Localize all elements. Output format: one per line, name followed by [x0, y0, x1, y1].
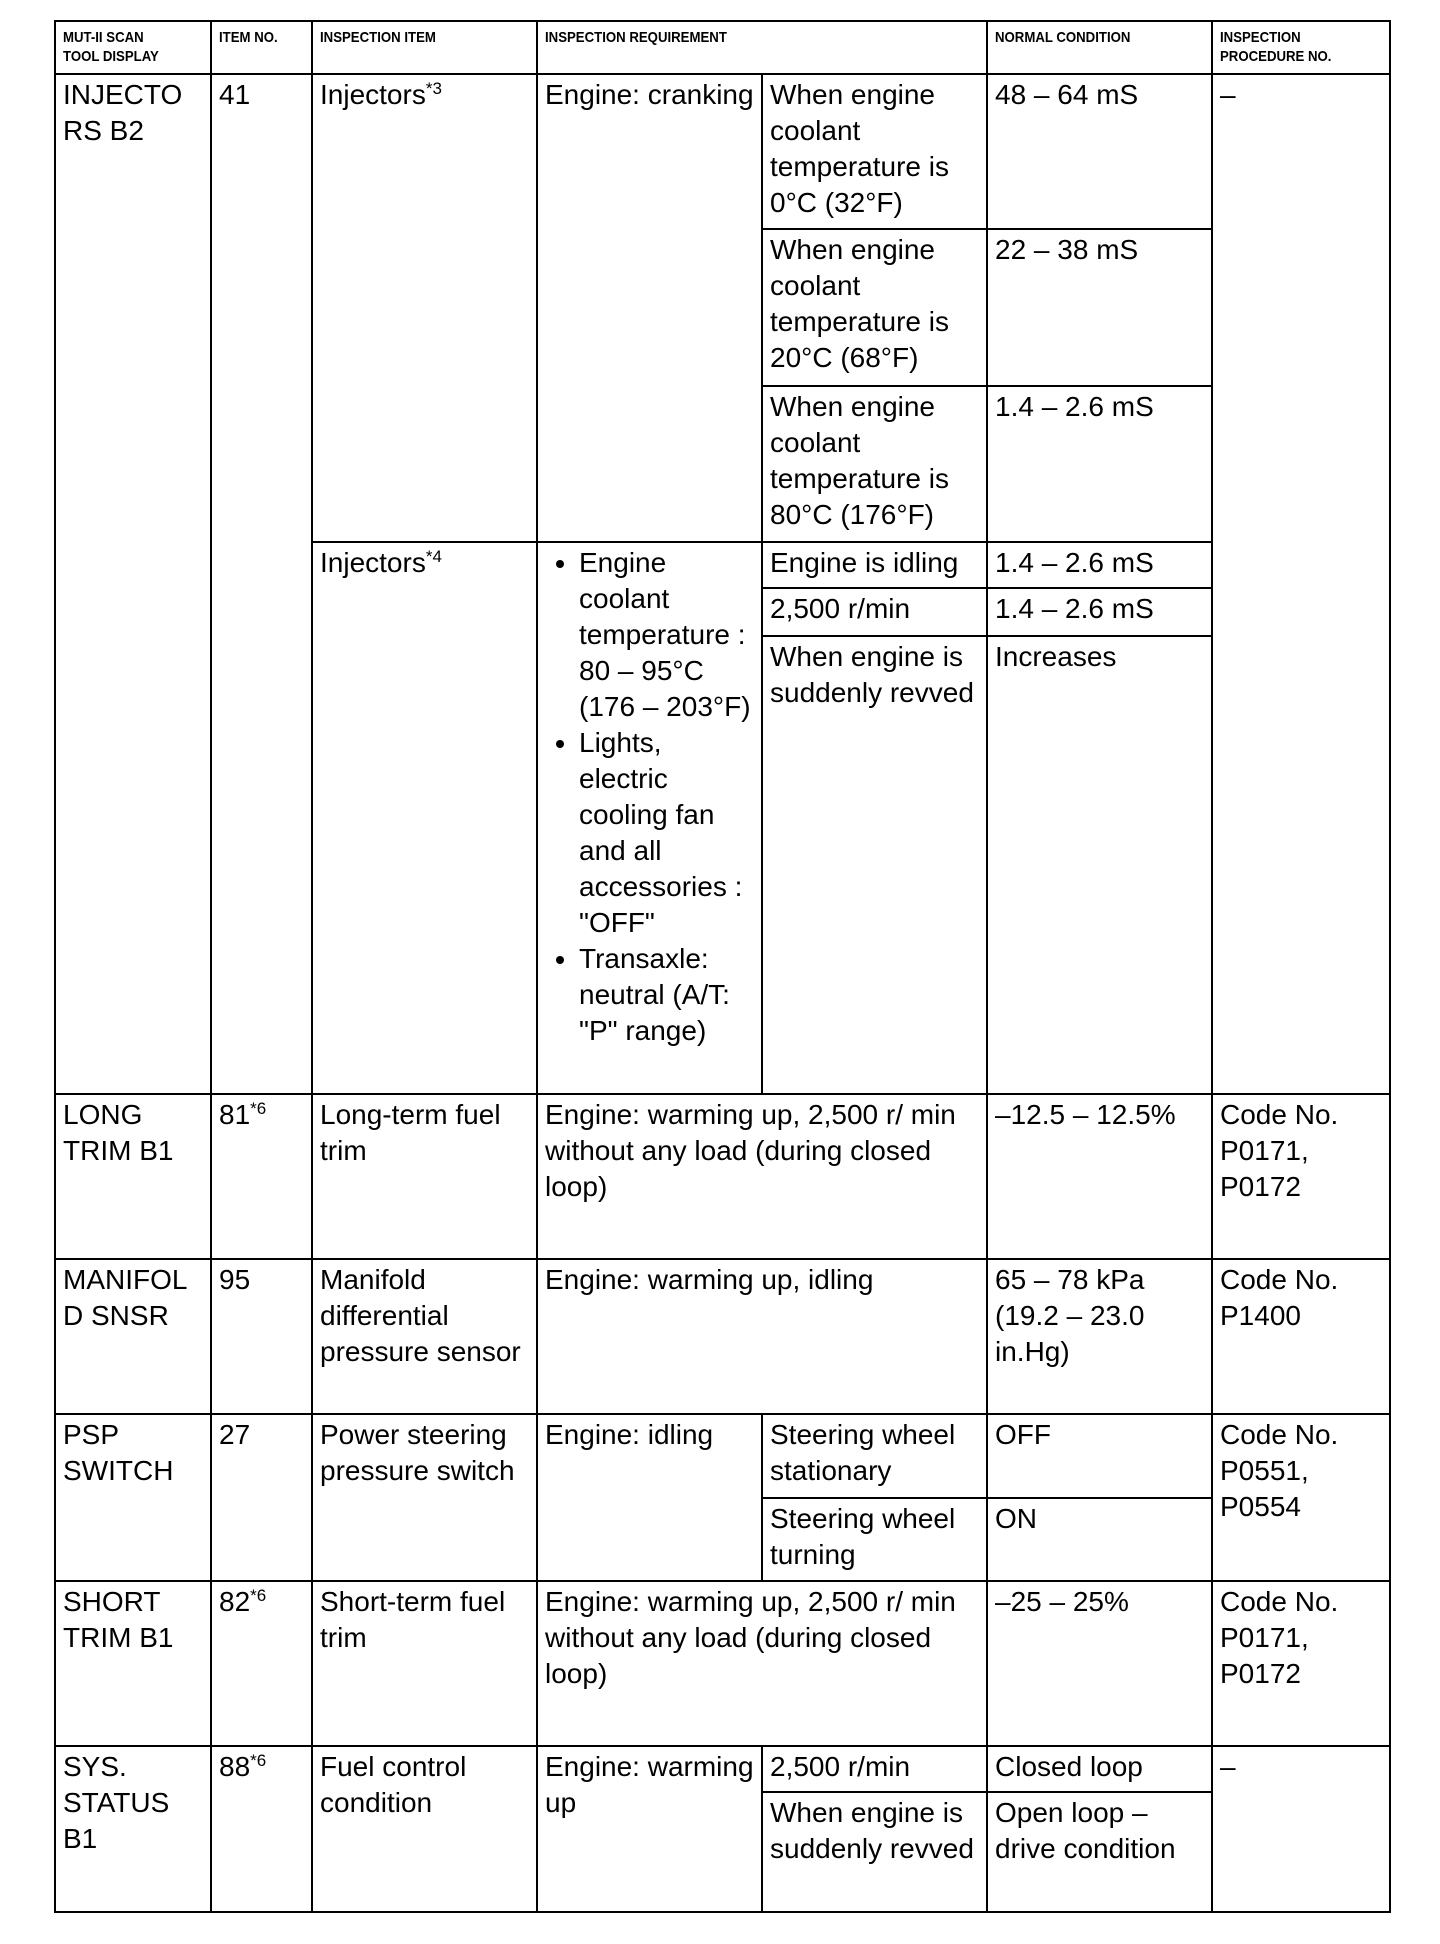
header-row: [55, 21, 1390, 74]
normal-cell: 65 – 78 kPa (19.2 – 23.0 in.Hg): [987, 1259, 1212, 1414]
normal-cell: Increases: [987, 636, 1212, 1094]
procedure-cell: Code No. P1400: [1212, 1259, 1390, 1414]
normal-cell: OFF: [987, 1414, 1212, 1498]
display-cell: SHORT TRIM B1: [55, 1581, 211, 1746]
procedure-cell: –: [1212, 1746, 1390, 1912]
display-cell: INJECTO RS B2: [55, 74, 211, 1094]
item-no-cell: 95: [211, 1259, 312, 1414]
normal-cell: 1.4 – 2.6 mS: [987, 588, 1212, 636]
display-cell: MANIFOL D SNSR: [55, 1259, 211, 1414]
procedure-cell: Code No. P0171, P0172: [1212, 1581, 1390, 1746]
requirement-cell: Engine: warming up, 2,500 r/ min without any load (during closed loop): [537, 1581, 987, 1746]
condition-cell: Steering wheel stationary: [762, 1414, 987, 1498]
inspection-table: [54, 20, 1391, 1913]
item-cell: Long-term fuel trim: [312, 1094, 537, 1259]
item-cell: Power steering pressure switch: [312, 1414, 537, 1581]
bullet-item: • Engine coolant temperature : 80 – 95°C (176 – 203°F): [579, 545, 754, 725]
condition-cell: When engine coolant temperature is 20°C (68°F): [762, 229, 987, 386]
table-row: [55, 1259, 1390, 1414]
item-cell: Fuel control condition: [312, 1746, 537, 1912]
item-no-cell: 82$^{*6}$: [211, 1581, 312, 1746]
requirement-cell: [537, 542, 762, 1094]
condition-cell: 2,500 r/min: [762, 588, 987, 636]
condition-cell: When engine coolant temperature is 80°C (176°F): [762, 386, 987, 542]
header-procedure: INSPECTION PROCEDURE NO.: [1212, 21, 1390, 74]
normal-cell: ON: [987, 1498, 1212, 1581]
condition-cell: 2,500 r/min: [762, 1746, 987, 1792]
table-row: [55, 1094, 1390, 1259]
condition-cell: Engine is idling: [762, 542, 987, 588]
requirement-cell: Engine: warming up, idling: [537, 1259, 987, 1414]
item-cell: Injectors$^{*3}$: [312, 74, 537, 542]
table-row: [55, 1746, 1390, 1792]
header-item-no: ITEM NO.: [211, 21, 312, 74]
normal-cell: Open loop – drive condition: [987, 1792, 1212, 1912]
procedure-cell: Code No. P0551, P0554: [1212, 1414, 1390, 1581]
procedure-cell: Code No. P0171, P0172: [1212, 1094, 1390, 1259]
display-cell: PSP SWITCH: [55, 1414, 211, 1581]
item-cell: Short-term fuel trim: [312, 1581, 537, 1746]
bullet-item: • Transaxle: neutral (A/T: "P" range): [579, 941, 754, 1049]
condition-cell: When engine is suddenly revved: [762, 636, 987, 1094]
table-row: [55, 1581, 1390, 1746]
header-requirement: INSPECTION REQUIREMENT: [537, 21, 987, 74]
condition-cell: When engine coolant temperature is 0°C (32°F): [762, 74, 987, 229]
item-no-cell: 41: [211, 74, 312, 1094]
item-no-cell: 81$^{*6}$: [211, 1094, 312, 1259]
requirement-cell: Engine: idling: [537, 1414, 762, 1581]
item-cell: Injectors$^{*4}$: [312, 542, 537, 1094]
item-no-cell: 27: [211, 1414, 312, 1581]
normal-cell: Closed loop: [987, 1746, 1212, 1792]
display-cell: LONG TRIM B1: [55, 1094, 211, 1259]
normal-cell: 22 – 38 mS: [987, 229, 1212, 386]
item-no-cell: 88$^{*6}$: [211, 1746, 312, 1912]
header-normal: NORMAL CONDITION: [987, 21, 1212, 74]
condition-cell: Steering wheel turning: [762, 1498, 987, 1581]
display-cell: SYS. STATUS B1: [55, 1746, 211, 1912]
normal-cell: 1.4 – 2.6 mS: [987, 542, 1212, 588]
header-display: MUT-II SCAN TOOL DISPLAY: [55, 21, 211, 74]
item-cell: Manifold differential pressure sensor: [312, 1259, 537, 1414]
header-item: INSPECTION ITEM: [312, 21, 537, 74]
normal-cell: –12.5 – 12.5%: [987, 1094, 1212, 1259]
condition-cell: When engine is suddenly revved: [762, 1792, 987, 1912]
requirement-cell: Engine: warming up, 2,500 r/ min without any load (during closed loop): [537, 1094, 987, 1259]
normal-cell: 1.4 – 2.6 mS: [987, 386, 1212, 542]
table-row: [55, 74, 1390, 229]
bullet-item: • Lights, electric cooling fan and all accessories : "OFF": [579, 725, 754, 941]
normal-cell: 48 – 64 mS: [987, 74, 1212, 229]
normal-cell: –25 – 25%: [987, 1581, 1212, 1746]
procedure-cell: –: [1212, 74, 1390, 1094]
table-row: [55, 1414, 1390, 1498]
requirement-cell: Engine: warming up: [537, 1746, 762, 1912]
requirement-cell: Engine: cranking: [537, 74, 762, 542]
